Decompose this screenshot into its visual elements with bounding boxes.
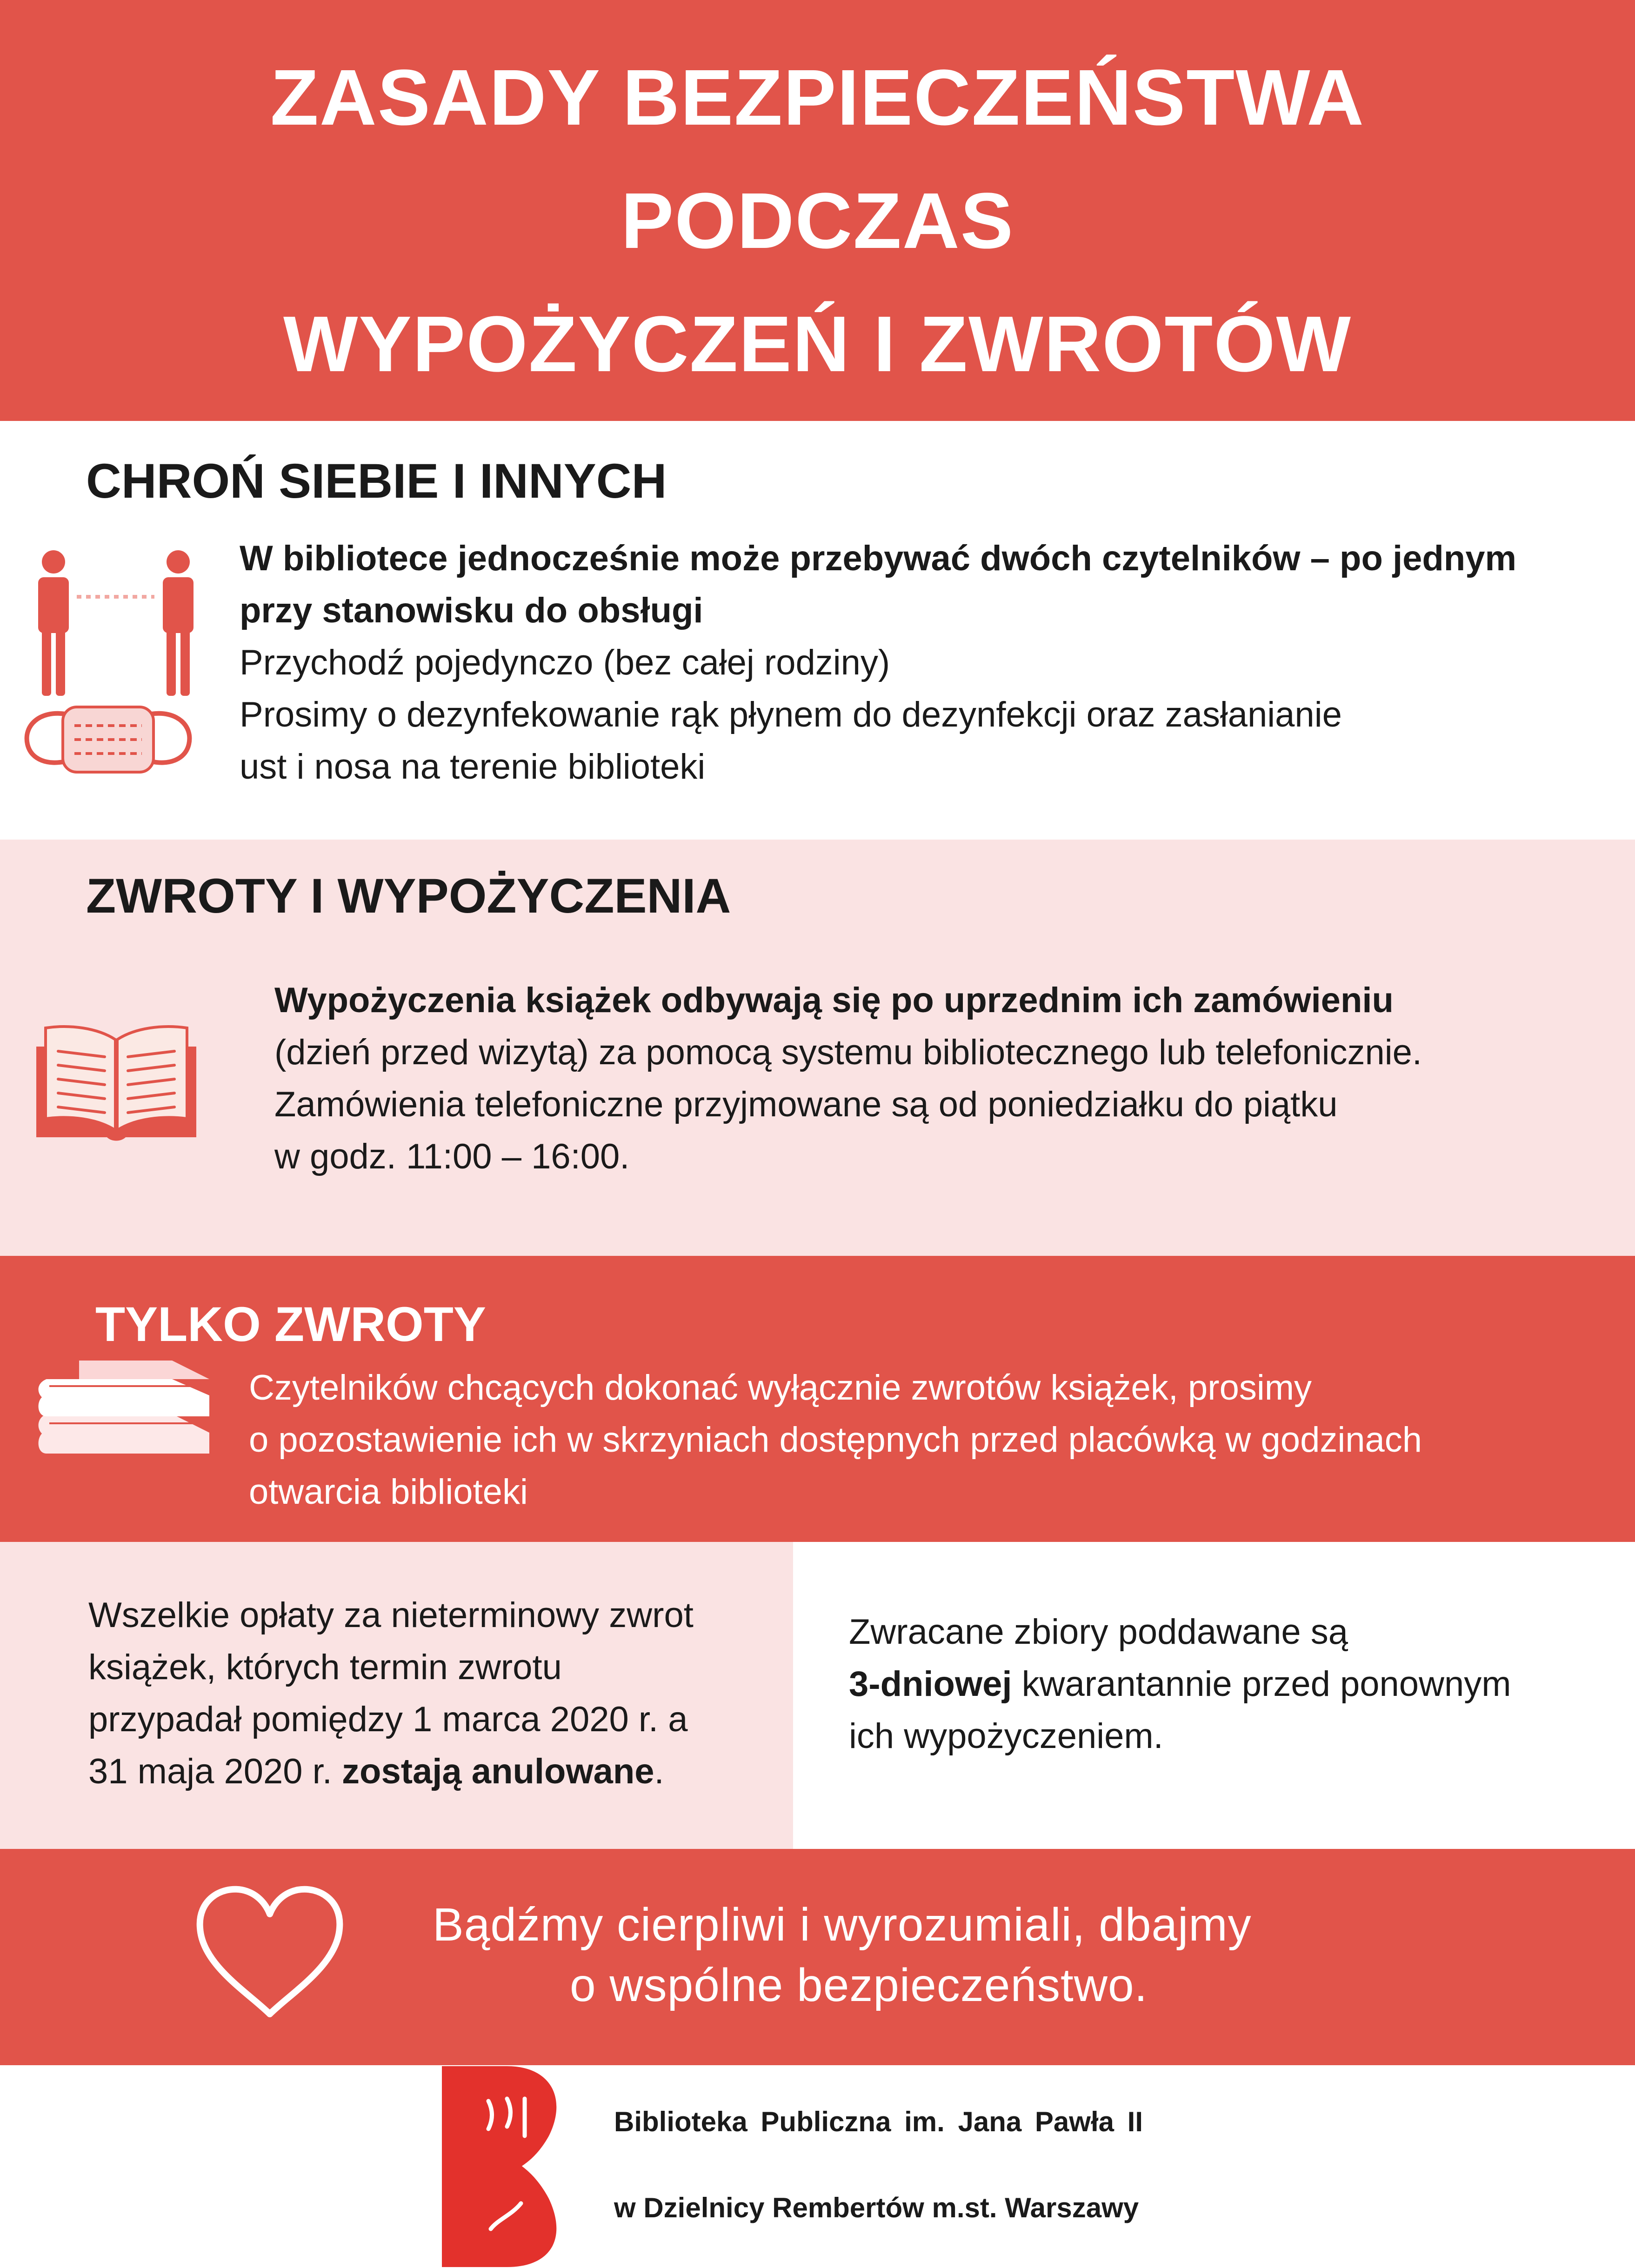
rule-line-1: W bibliotece jednocześnie może przebywać dwóch czytelników – po jednym bbox=[240, 539, 1517, 578]
section-protect bbox=[0, 421, 1635, 840]
fees-line-1: Wszelkie opłaty za nieterminowy zwrot bbox=[88, 1595, 694, 1635]
quarantine-line-2-bold: 3-dniowej bbox=[849, 1664, 1012, 1704]
footer bbox=[0, 2065, 1635, 2268]
fees-line-4 bbox=[88, 1746, 664, 1798]
quarantine-panel bbox=[793, 1542, 1635, 1849]
section-heading: ZWROTY I WYPOŻYCZENIA bbox=[86, 869, 731, 923]
returns-line-1: Czytelników chcących dokonać wyłącznie zwrotów książek, prosimy bbox=[249, 1368, 1312, 1407]
face-mask-icon bbox=[21, 700, 195, 777]
fees-line-3: przypadał pomiędzy 1 marca 2020 r. a bbox=[88, 1700, 688, 1739]
title-line-1: ZASADY BEZPIECZEŃSTWA bbox=[270, 53, 1365, 142]
fees-line-4-bold: zostają anulowane bbox=[342, 1752, 654, 1791]
fees-line-4-pre: 31 maja 2020 r. bbox=[88, 1752, 342, 1791]
section-heading: TYLKO ZWROTY bbox=[95, 1297, 486, 1352]
rule-line-2: przy stanowisku do obsługi bbox=[240, 591, 703, 630]
loan-line-1: Wypożyczenia książek odbywają się po uprzednim ich zamówieniu bbox=[274, 981, 1394, 1020]
header-banner bbox=[0, 0, 1635, 421]
closing-banner bbox=[0, 1849, 1635, 2065]
returns-line-2: o pozostawienie ich w skrzyniach dostępnych przed placówką w godzinach bbox=[249, 1420, 1422, 1460]
title-line-3: WYPOŻYCZEŃ I ZWROTÓW bbox=[283, 300, 1352, 388]
loan-line-4: w godz. 11:00 – 16:00. bbox=[274, 1137, 630, 1176]
people-distance-icon bbox=[33, 547, 200, 700]
section-heading: CHROŃ SIEBIE I INNYCH bbox=[86, 454, 667, 508]
org-line-2: w Dzielnicy Rembertów m.st. Warszawy bbox=[614, 2192, 1139, 2223]
rule-line-5: ust i nosa na terenie biblioteki bbox=[240, 747, 706, 787]
quarantine-line-2 bbox=[849, 1658, 1511, 1710]
fees-panel bbox=[0, 1542, 793, 1849]
rule-line-4: Prosimy o dezynfekowanie rąk płynem do dezynfekcji oraz zasłanianie bbox=[240, 695, 1342, 734]
quarantine-line-3: ich wypożyczeniem. bbox=[849, 1716, 1163, 1756]
returns-line-3: otwarcia biblioteki bbox=[249, 1472, 528, 1512]
banner-line-2: o wspólne bezpieczeństwo. bbox=[570, 1959, 1148, 2011]
section-loans bbox=[0, 840, 1635, 1256]
rule-line-3: Przychodź pojedynczo (bez całej rodziny) bbox=[240, 643, 890, 682]
title-line-2: PODCZAS bbox=[621, 177, 1014, 265]
section-returns-only bbox=[0, 1256, 1635, 1542]
loan-line-3: Zamówienia telefoniczne przyjmowane są od poniedziałku do piątku bbox=[274, 1085, 1338, 1124]
fees-line-2: książek, których termin zwrotu bbox=[88, 1648, 562, 1687]
book-stack-icon bbox=[33, 1358, 219, 1458]
banner-line-1: Bądźmy cierpliwi i wyrozumiali, dbajmy bbox=[433, 1899, 1252, 1951]
quarantine-line-1: Zwracane zbiory poddawane są bbox=[849, 1612, 1348, 1652]
fees-line-4-post: . bbox=[654, 1752, 664, 1791]
loan-line-2: (dzień przed wizytą) za pomocą systemu bibliotecznego lub telefonicznie. bbox=[274, 1033, 1422, 1072]
heart-outline-icon bbox=[193, 1881, 347, 2021]
org-line-1: Biblioteka Publiczna im. Jana Pawła II bbox=[614, 2106, 1143, 2137]
open-book-icon bbox=[33, 1019, 200, 1154]
quarantine-line-2-post: kwarantannie przed ponownym bbox=[1012, 1664, 1511, 1704]
library-logo-icon bbox=[442, 2066, 570, 2267]
